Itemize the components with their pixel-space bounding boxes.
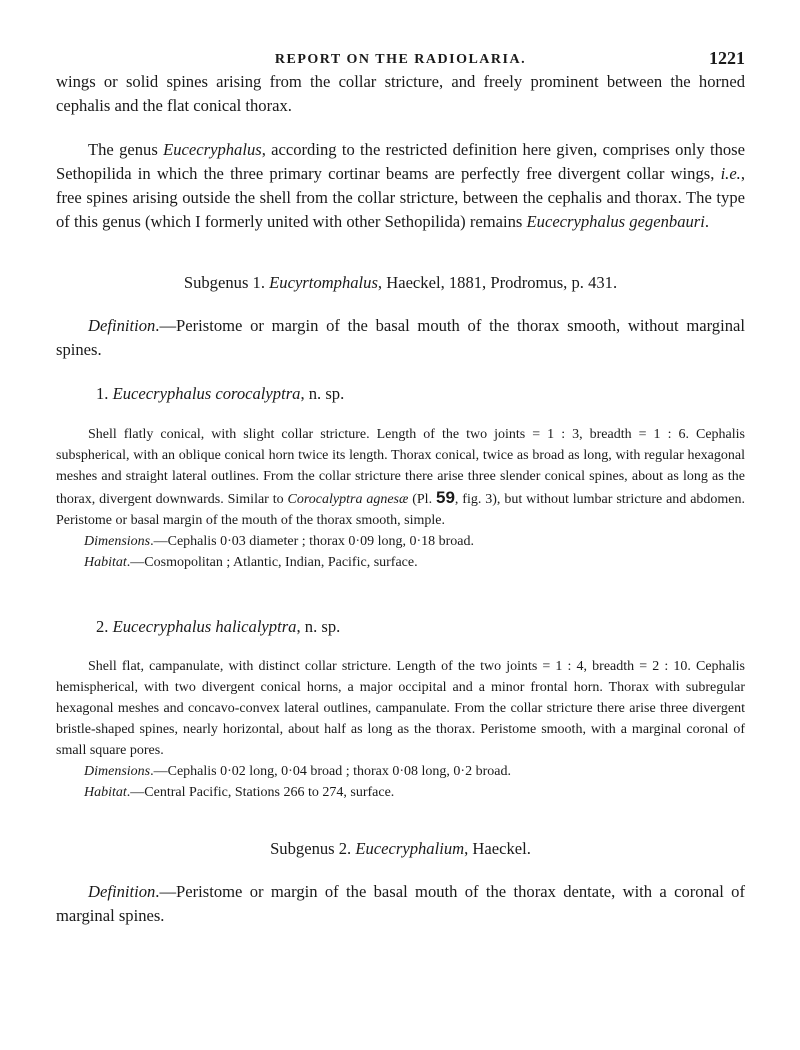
- species-1-name: Eucecryphalus corocalyptra: [112, 384, 301, 403]
- species-2-heading: [56, 615, 745, 639]
- species-1-description: [56, 424, 745, 531]
- species-1-desc-part2: , but without lumbar stricture and abdomen. Peristome or basal margin of the mouth of the thorax smooth, simple.: [56, 492, 746, 528]
- species-1-number: 1.: [96, 384, 113, 403]
- species-1-habitat-text: .—Cosmopolitan ; Atlantic, Indian, Pacific, surface.: [126, 555, 418, 570]
- subgenus-2-definition: [56, 880, 745, 928]
- running-head: REPORT ON THE RADIOLARIA.: [274, 52, 527, 67]
- subgenus-1-heading: [56, 271, 745, 295]
- species-1-ref-plate-prefix: (Pl.: [408, 492, 436, 507]
- subgenus-1-suffix: , Haeckel, 1881, Prodromus, p. 431.: [377, 273, 618, 292]
- subgenus-1-definition: [56, 314, 745, 362]
- species-1-suffix: , n. sp.: [300, 384, 345, 403]
- species-1-ref-fig: , fig. 3): [454, 492, 497, 507]
- subgenus-2-prefix: Subgenus 2.: [270, 839, 356, 858]
- page-header: [56, 0, 745, 70]
- species-1-ref-plate: 59: [435, 488, 455, 507]
- species-2-dimensions: [56, 761, 745, 782]
- species-2-number: 2.: [96, 617, 113, 636]
- subgenus-2-definition-text: .—Peristome or margin of the basal mouth of the thorax dentate, with a coronal of marginal spines.: [56, 882, 745, 925]
- species-2-habitat-text: .—Central Pacific, Stations 266 to 274, surface.: [126, 785, 395, 800]
- species-2-habitat: [56, 782, 745, 803]
- genus-text-start: The genus: [88, 140, 164, 159]
- genus-paragraph: [56, 138, 745, 234]
- species-2-dimensions-label: Dimensions: [84, 764, 151, 779]
- species-1-dimensions: [56, 531, 745, 552]
- genus-ie: i.e.: [720, 164, 741, 183]
- subgenus-1-definition-text: .—Peristome or margin of the basal mouth of the thorax smooth, without marginal spines.: [56, 316, 745, 359]
- subgenus-2-name: Eucecryphalium: [355, 839, 465, 858]
- species-2-habitat-label: Habitat: [84, 785, 127, 800]
- subgenus-2-definition-label: Definition: [88, 882, 156, 901]
- subgenus-1-definition-label: Definition: [88, 316, 156, 335]
- subgenus-1-prefix: Subgenus 1.: [183, 273, 270, 292]
- species-2-name: Eucecryphalus halicalyptra: [112, 617, 297, 636]
- genus-name: Eucecryphalus: [163, 140, 262, 159]
- species-2-dimensions-text: .—Cephalis 0·02 long, 0·04 broad ; thorax 0·08 long, 0·2 broad.: [150, 764, 511, 779]
- subgenus-2-suffix: , Haeckel.: [464, 839, 531, 858]
- species-2-suffix: , n. sp.: [296, 617, 341, 636]
- page-number: 1221: [709, 48, 745, 68]
- genus-text-mid2: , free spines arising outside the shell from the collar stricture, between the cephalis and thorax. The type of this genus (which I formerly united with other Sethopilida) remains: [56, 164, 745, 231]
- species-2-description: Shell flat, campanulate, with distinct collar stricture. Length of the two joints = 1 : 4, breadth = 2 : 10. Cephalis hemispherical, with two divergent conical horns, a major occipital and a minor frontal horn. Thorax with subregular hexagonal meshes and concavo-convex lateral outlines, campanulate. From the collar stricture there arise three divergent bristle-shaped spines, nearly horizontal, about half as long as the thorax. Peristome smooth, with a marginal coronal of small square pores.: [56, 659, 745, 758]
- species-1-habitat-label: Habitat: [84, 555, 127, 570]
- species-1-dimensions-text: .—Cephalis 0·03 diameter ; thorax 0·09 long, 0·18 broad.: [150, 534, 474, 549]
- species-1-heading: [56, 382, 745, 406]
- genus-text-mid1: , according to the restricted definition here given, comprises only those Sethopilida in which the three primary cortinar beams are perfectly free divergent collar wings,: [56, 140, 745, 183]
- species-1-dimensions-label: Dimensions: [84, 534, 151, 549]
- continued-paragraph: wings or solid spines arising from the collar stricture, and freely prominent between the horned cephalis and the flat conical thorax.: [56, 72, 745, 115]
- subgenus-1-name: Eucyrtomphalus: [269, 273, 378, 292]
- species-1-ref-name: Corocalyptra agnesæ: [287, 492, 409, 507]
- species-1-desc-part1: Shell flatly conical, with slight collar stricture. Length of the two joints = 1 : 3, breadth = 1 : 6. Cephalis subspherical, with an oblique conical horn twice its length. Thorax conical, twice as broad as long, with regular hexagonal meshes and straight lateral outlines. From the collar stricture there arise three slender conical spines, about as long as the thorax, divergent downwards. Similar to: [56, 427, 745, 507]
- genus-type-species: Eucecryphalus gegenbauri: [526, 212, 705, 231]
- subgenus-2-heading: [56, 837, 745, 861]
- species-1-habitat: [56, 552, 745, 573]
- genus-text-end: .: [704, 212, 710, 231]
